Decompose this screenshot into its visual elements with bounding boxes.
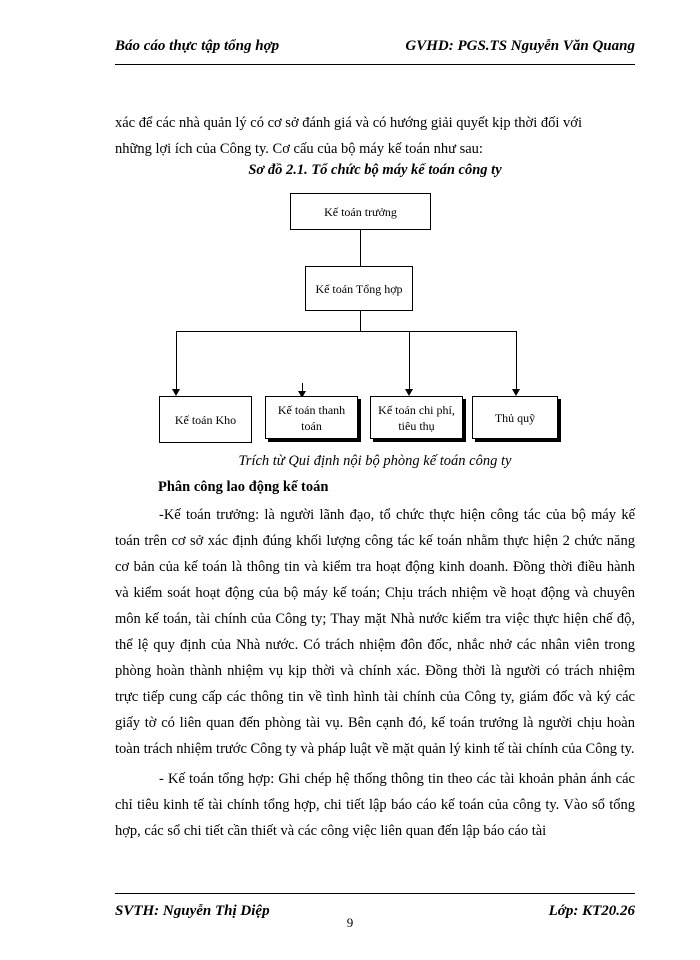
diagram-source: Trích từ Qui định nội bộ phòng kế toán công ty bbox=[238, 453, 512, 469]
box-payment-accountant: Kế toán thanh toán bbox=[265, 396, 358, 439]
footer-student: SVTH: Nguyễn Thị Diệp bbox=[115, 903, 270, 919]
arrow-down-icon bbox=[172, 389, 180, 396]
connector-drop-1 bbox=[176, 331, 177, 389]
connector-drop-4 bbox=[516, 331, 517, 389]
arrow-down-icon bbox=[405, 389, 413, 396]
footer-rule bbox=[115, 893, 635, 894]
intro-line-1: xác để các nhà quản lý có cơ sở đánh giá và có hướng giải quyết kịp thời đối với bbox=[115, 115, 582, 131]
section-title: Phân công lao động kế toán bbox=[158, 479, 329, 495]
body-paragraphs bbox=[115, 502, 635, 844]
intro-line-2: những lợi ích của Công ty. Cơ cấu của bộ máy kế toán như sau: bbox=[115, 141, 483, 157]
intro-text bbox=[115, 110, 635, 162]
arrow-down-icon bbox=[512, 389, 520, 396]
header-report-title: Báo cáo thực tập tổng hợp bbox=[115, 38, 280, 54]
diagram-caption: Sơ đồ 2.1. Tổ chức bộ máy kế toán công ty bbox=[248, 162, 502, 178]
header-supervisor: GVHD: PGS.TS Nguyễn Văn Quang bbox=[405, 38, 635, 54]
footer-class: Lớp: KT20.26 bbox=[548, 903, 635, 919]
header-rule bbox=[115, 64, 635, 65]
connector-bus bbox=[176, 331, 516, 332]
connector-chief-general bbox=[360, 230, 361, 266]
box-cost-accountant: Kế toán chi phí, tiêu thụ bbox=[370, 396, 463, 439]
box-chief-accountant: Kế toán trưởng bbox=[290, 193, 431, 230]
paragraph-chief-accountant: -Kế toán trưởng: là người lãnh đạo, tổ chức thực hiện công tác của bộ máy kế toán trên cơ sở xác định đúng khối lượng công tác kế toán nhằm thực hiện 2 chức năng cơ bản của kế toán là thông tin và kiểm tra hoạt động kinh doanh. Đồng thời điều hành và kiểm soát hoạt động của bộ máy kế toán; Chịu trách nhiệm về hoạt động và chuyên môn kế toán, tài chính của Công ty; Thay mặt Nhà nước kiểm tra việc thực hiện chế độ, thể lệ quy định của Nhà nước. Có trách nhiệm đôn đốc, nhắc nhở các nhân viên trong phòng hoàn thành nhiệm vụ kịp thời và chính xác. Đồng thời là người có trách nhiệm trực tiếp cung cấp các thông tin về tình hình tài chính của Công ty, giám đốc và ký các giấy tờ có liên quan đến phòng tài vụ. Bên cạnh đó, kế toán trưởng là người chịu hoàn toàn trách nhiệm trước Công ty và pháp luật về mặt quản lý kinh tế tài chính của Công ty. bbox=[115, 507, 635, 757]
box-general-accountant: Kế toán Tổng hợp bbox=[305, 266, 413, 311]
box-treasurer: Thủ quỹ bbox=[472, 396, 558, 439]
page-header bbox=[115, 38, 635, 55]
connector-drop-3 bbox=[409, 331, 410, 389]
box-warehouse-accountant: Kế toán Kho bbox=[159, 396, 252, 443]
paragraph-general-accountant: - Kế toán tổng hợp: Ghi chép hệ thống thông tin theo các tài khoản phản ánh các chỉ tiêu kinh tế tài chính tổng hợp, chi tiết lập báo cáo kế toán của công ty. Vào sổ tổng hợp, các sổ chi tiết cần thiết và các công việc liên quan đến lập báo cáo tài bbox=[115, 771, 635, 839]
page-number: 9 bbox=[346, 915, 354, 930]
connector-general-bus bbox=[360, 311, 361, 331]
